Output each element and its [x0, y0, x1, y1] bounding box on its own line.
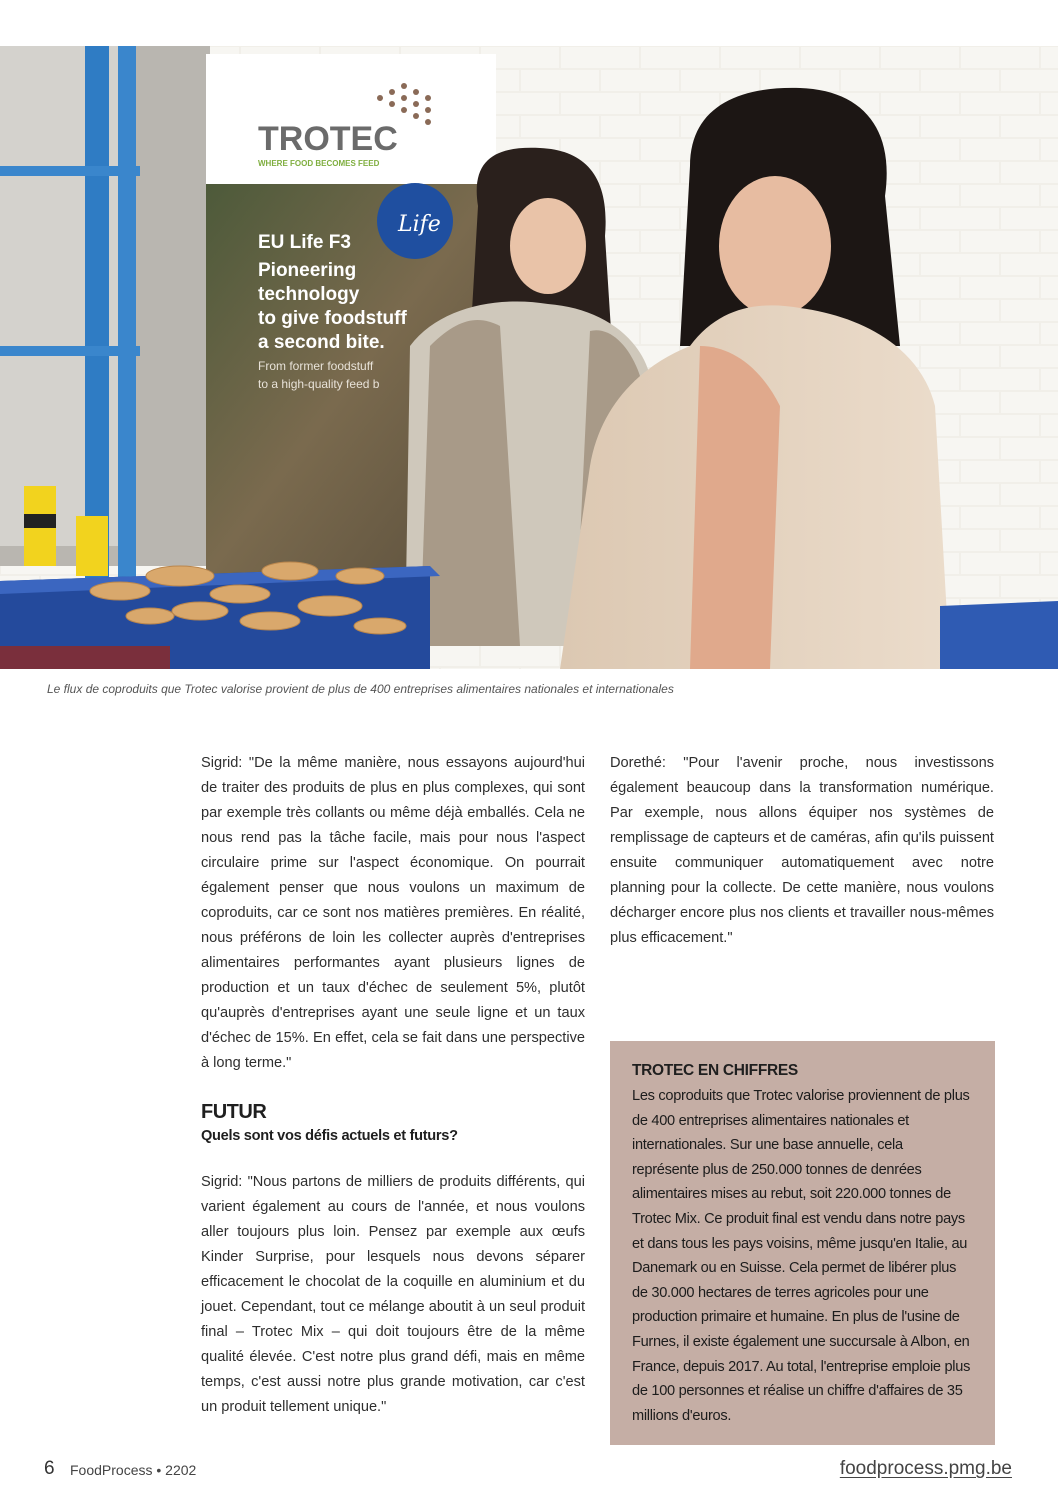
banner-subline: From former foodstuff — [258, 359, 374, 373]
photo-caption: Le flux de coproduits que Trotec valorise provient de plus de 400 entreprises alimentaires nationales et internationales — [47, 682, 674, 696]
article-column-2 — [610, 751, 994, 951]
facts-box-title: TROTEC EN CHIFFRES — [632, 1062, 798, 1079]
page-number: 6 — [44, 1458, 55, 1479]
facts-box — [610, 1041, 995, 1445]
body-paragraph: Sigrid: "De la même manière, nous essayons aujourd'hui de traiter des produits de plus en plus complexes, qui sont par exemple très collants ou même déjà emballés. Cela ne nous rend pas la tâche facile, mais pour nous l'aspect circulaire prime sur l'aspect économique. On pourrait également penser que nous voulons un maximum de coproduits, car ce sont nos matières premières. En réalité, nous préférons de loin les collecter auprès d'entreprises alimentaires performantes ayant plusieurs lignes de production et un taux d'échec de seulement 5%, plutôt qu'auprès d'entreprises ayant une seule ligne et un taux d'échec de 15%. En effet, cela se fait dans une perspective à long terme." — [201, 755, 585, 1071]
banner-line: technology — [258, 284, 360, 305]
banner-line: EU Life F3 — [258, 232, 351, 253]
banner-tagline: WHERE FOOD BECOMES FEED — [258, 159, 380, 168]
banner-badge: Life — [398, 212, 441, 237]
body-paragraph: Sigrid: "Nous partons de milliers de produits différents, qui varient également au cours de l'année, et nous voulons aller toujours plus loin. Pensez par exemple aux œufs Kinder Surprise, pour lesquels nous devons séparer efficacement le chocolat de la coquille en aluminium et du jouet. Cependant, tout ce mélange aboutit à un seul produit final – Trotec Mix – qui doit toujours être de la même qualité élevée. C'est notre plus grand défi, mais en même temps, c'est aussi notre plus grande motivation, car c'est un produit tellement unique." — [201, 1174, 585, 1415]
article-column-1 — [201, 751, 585, 1420]
banner-line: Pioneering — [258, 260, 357, 281]
article-photo — [0, 46, 1058, 669]
website-link[interactable]: foodprocess.pmg.be — [839, 1458, 1012, 1479]
banner-subline: to a high-quality feed b — [258, 377, 380, 391]
facts-box-text: Les coproduits que Trotec valorise proviennent de plus de 400 entreprises alimentaires nationales et internationales. Sur une base annuelle, cela représente plus de 250.000 tonnes de denrées alimentaires mises au rebut, soit 220.000 tonnes de Trotec Mix. Ce produit final est vendu dans notre pays et dans tous les pays voisins, même jusqu'en Italie, au Danemark ou en Suisse. Cela permet de libérer plus de 30.000 hectares de terres agricoles pour une production primaire et humaine. En plus de l'usine de Furnes, il existe également une succursale à Albon, en France, depuis 2017. Au total, l'entreprise emploie plus de 100 personnes et réalise un chiffre d'affaires de 35 millions d'euros. — [632, 1088, 971, 1424]
section-subheading: Quels sont vos défis actuels et futurs? — [201, 1128, 458, 1144]
magazine-issue: FoodProcess • 2202 — [70, 1462, 197, 1478]
banner-line: to give foodstuff — [258, 308, 407, 329]
body-paragraph: Dorethé: "Pour l'avenir proche, nous investissons également beaucoup dans la transformation numérique. Par exemple, nous allons équiper nos systèmes de remplissage de capteurs et de caméras, afin qu'ils puissent ensuite communiquer automatiquement avec notre planning pour la collecte. De cette manière, nous voulons décharger encore plus nos clients et travailler nous-mêmes plus efficacement." — [610, 755, 994, 946]
section-heading: FUTUR — [201, 1101, 267, 1123]
banner-line: a second bite. — [258, 332, 385, 353]
banner-brand: TROTEC — [258, 120, 398, 158]
